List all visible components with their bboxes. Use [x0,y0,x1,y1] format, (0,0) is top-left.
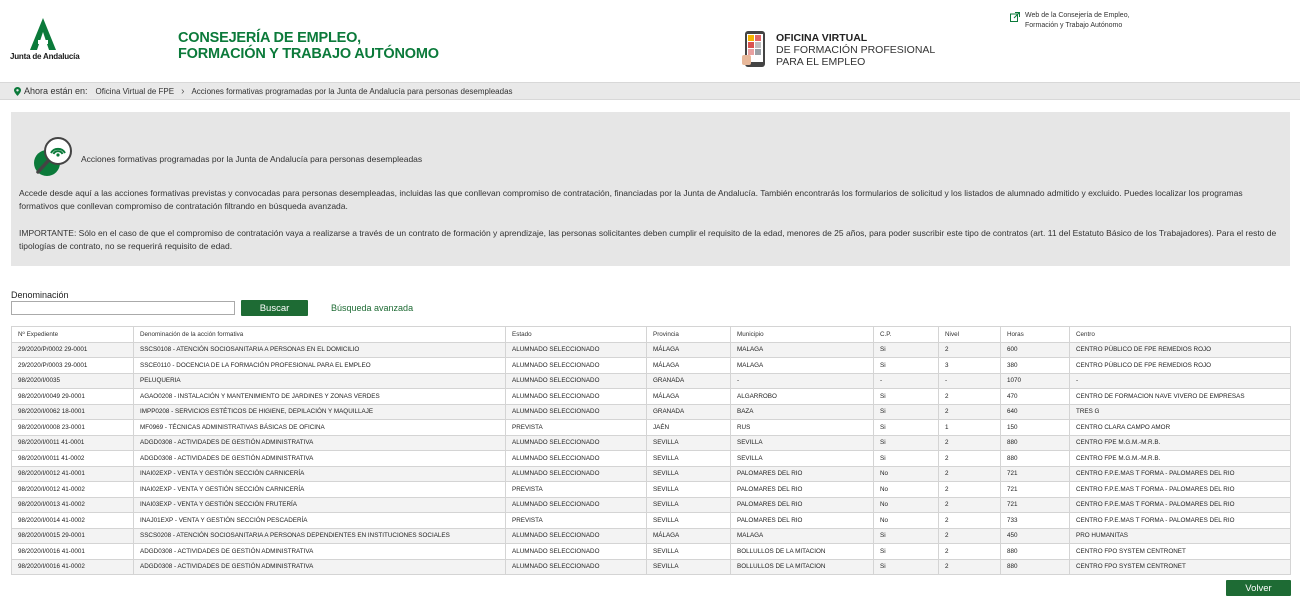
cell-cp: - [874,373,939,389]
cell-provincia: GRANADA [647,404,731,420]
cell-municipio: BOLLULLOS DE LA MITACION [731,559,874,575]
cell-nivel: 2 [939,466,1001,482]
col-centro: Centro [1070,327,1291,343]
cell-expediente: 98/2020/I/0049 29-0001 [12,389,134,405]
cell-municipio: BAZA [731,404,874,420]
cell-centro: CENTRO PÚBLICO DE FPE REMEDIOS ROJO [1070,342,1291,358]
cell-municipio: SEVILLA [731,435,874,451]
cell-expediente: 98/2020/I/0011 41-0002 [12,451,134,467]
cell-horas: 470 [1001,389,1070,405]
consejeria-line-2: FORMACIÓN Y TRABAJO AUTÓNOMO [178,46,439,62]
info-panel [11,112,1290,266]
breadcrumb-item-current: Acciones formativas programadas por la Junta de Andalucía para personas desempleadas [191,86,513,96]
cell-horas: 721 [1001,482,1070,498]
col-cp: C.P. [874,327,939,343]
cell-provincia: SEVILLA [647,497,731,513]
cell-nivel: 1 [939,420,1001,436]
consejeria-title[interactable] [178,30,439,62]
cell-estado: ALUMNADO SELECCIONADO [506,342,647,358]
cell-cp: Si [874,559,939,575]
cell-centro: CENTRO FPO SYSTEM CENTRONET [1070,544,1291,560]
cell-cp: Si [874,435,939,451]
cell-municipio: PALOMARES DEL RIO [731,482,874,498]
acciones-formativas-table [11,326,1291,575]
cell-municipio: PALOMARES DEL RIO [731,466,874,482]
cell-centro: CENTRO F.P.E.MAS T FORMA - PALOMARES DEL RIO [1070,482,1291,498]
cell-nivel: - [939,373,1001,389]
cell-cp: Si [874,528,939,544]
cell-horas: 150 [1001,420,1070,436]
table-row[interactable] [12,420,1291,436]
cell-centro: PRO HUMANITAS [1070,528,1291,544]
breadcrumb [0,82,1300,100]
buscar-button[interactable]: Buscar [241,300,308,316]
cell-centro: CENTRO PÚBLICO DE FPE REMEDIOS ROJO [1070,358,1291,374]
cell-expediente: 98/2020/I/0016 41-0002 [12,559,134,575]
cell-expediente: 98/2020/I/0012 41-0002 [12,482,134,498]
cell-estado: ALUMNADO SELECCIONADO [506,404,647,420]
col-denominacion: Denominación de la acción formativa [134,327,506,343]
cell-denominacion[interactable]: ADGD0308 - ACTIVIDADES DE GESTIÓN ADMINISTRATIVA [134,435,506,451]
cell-nivel: 3 [939,358,1001,374]
cell-horas: 721 [1001,497,1070,513]
junta-andalucia-logo[interactable] [10,18,80,64]
cell-estado: ALUMNADO SELECCIONADO [506,435,647,451]
cell-cp: Si [874,544,939,560]
cell-nivel: 2 [939,544,1001,560]
col-municipio: Municipio [731,327,874,343]
cell-centro: CENTRO CLARA CAMPO AMOR [1070,420,1291,436]
cell-municipio: SEVILLA [731,451,874,467]
col-estado: Estado [506,327,647,343]
ov-line-3: PARA EL EMPLEO [776,56,866,68]
cell-municipio: MALAGA [731,358,874,374]
cell-expediente: 98/2020/I/0011 41-0001 [12,435,134,451]
oficina-virtual-title[interactable] [776,32,935,68]
cell-nivel: 2 [939,435,1001,451]
cell-provincia: SEVILLA [647,559,731,575]
table-header-row [12,327,1291,343]
cell-cp: No [874,482,939,498]
cell-denominacion[interactable]: SSCE0110 - DOCENCIA DE LA FORMACIÓN PROFESIONAL PARA EL EMPLEO [134,358,506,374]
cell-provincia: SEVILLA [647,435,731,451]
ext-link-line-1: Web de la Consejería de Empleo, [1025,12,1130,19]
cell-municipio: BOLLULLOS DE LA MITACION [731,544,874,560]
cell-estado: ALUMNADO SELECCIONADO [506,358,647,374]
volver-button[interactable]: Volver [1226,580,1291,596]
table-row[interactable] [12,513,1291,529]
cell-denominacion[interactable]: SSCS0108 - ATENCIÓN SOCIOSANITARIA A PERSONAS EN EL DOMICILIO [134,342,506,358]
cell-centro: CENTRO DE FORMACION NAVE VIVERO DE EMPRESAS [1070,389,1291,405]
cell-expediente: 98/2020/I/0015 29-0001 [12,528,134,544]
cell-nivel: 2 [939,559,1001,575]
cell-denominacion[interactable]: PELUQUERIA [134,373,506,389]
cell-horas: 880 [1001,451,1070,467]
cell-expediente: 98/2020/I/0062 18-0001 [12,404,134,420]
cell-horas: 1070 [1001,373,1070,389]
breadcrumb-label: Ahora están en: [24,86,88,96]
cell-denominacion[interactable]: INAI02EXP - VENTA Y GESTIÓN SECCIÓN CARNICERÍA [134,482,506,498]
cell-expediente: 98/2020/I/0012 41-0001 [12,466,134,482]
cell-expediente: 98/2020/I/0013 41-0002 [12,497,134,513]
cell-denominacion[interactable]: INAI03EXP - VENTA Y GESTIÓN SECCIÓN FRUTERÍA [134,497,506,513]
external-link-icon [1010,12,1020,22]
junta-logo-text: Junta de Andalucía [10,52,80,61]
table-row[interactable] [12,389,1291,405]
cell-denominacion[interactable]: ADGD0308 - ACTIVIDADES DE GESTIÓN ADMINISTRATIVA [134,451,506,467]
cell-expediente: 98/2020/I/0035 [12,373,134,389]
cell-centro: CENTRO FPE M.G.M.-M.R.B. [1070,451,1291,467]
cell-estado: ALUMNADO SELECCIONADO [506,528,647,544]
ov-line-1: OFICINA VIRTUAL [776,32,868,44]
cell-cp: No [874,497,939,513]
cell-centro: CENTRO F.P.E.MAS T FORMA - PALOMARES DEL RIO [1070,513,1291,529]
table-row[interactable] [12,435,1291,451]
cell-denominacion[interactable]: INAJ01EXP - VENTA Y GESTIÓN SECCIÓN PESCADERÍA [134,513,506,529]
cell-denominacion[interactable]: MF0969 - TÉCNICAS ADMINISTRATIVAS BÁSICAS DE OFICINA [134,420,506,436]
table-row[interactable] [12,482,1291,498]
cell-horas: 600 [1001,342,1070,358]
cell-nivel: 2 [939,451,1001,467]
cell-estado: ALUMNADO SELECCIONADO [506,497,647,513]
consejeria-web-link[interactable] [1010,11,1145,31]
table-row[interactable] [12,466,1291,482]
cell-nivel: 2 [939,342,1001,358]
cell-cp: Si [874,404,939,420]
cell-horas: 380 [1001,358,1070,374]
cell-estado: PREVISTA [506,482,647,498]
cell-horas: 640 [1001,404,1070,420]
table-row[interactable] [12,373,1291,389]
table-row[interactable] [12,342,1291,358]
cell-estado: ALUMNADO SELECCIONADO [506,544,647,560]
table-row[interactable] [12,451,1291,467]
table-row[interactable] [12,528,1291,544]
cell-nivel: 2 [939,497,1001,513]
table-body [12,342,1291,575]
consejeria-line-1: CONSEJERÍA DE EMPLEO, [178,30,361,46]
cell-provincia: MÁLAGA [647,389,731,405]
busqueda-avanzada-link[interactable]: Búsqueda avanzada [331,303,414,313]
cell-provincia: MÁLAGA [647,358,731,374]
cell-provincia: MÁLAGA [647,342,731,358]
junta-logo-icon [30,18,56,50]
col-expediente: Nº Expediente [12,327,134,343]
cell-provincia: MÁLAGA [647,528,731,544]
cell-nivel: 2 [939,528,1001,544]
breadcrumb-item-oficina-virtual[interactable]: Oficina Virtual de FPE [95,86,175,96]
cell-centro: CENTRO F.P.E.MAS T FORMA - PALOMARES DEL RIO [1070,466,1291,482]
cell-centro: TRES G [1070,404,1291,420]
table-row[interactable] [12,358,1291,374]
oficina-virtual-logo-icon [742,31,768,67]
cell-horas: 450 [1001,528,1070,544]
info-description: Accede desde aquí a las acciones formativas previstas y convocadas para personas desempleadas, incluidas las que conllevan compromiso de contratación, financiadas por la Junta de Andalucía. También encontrarás los formularios de solicitud y los listados de alumnado admitido y excluido. Puedes localizar los programas formativos que conllevan compromiso de contratación filtrando en búsqueda avanzada. [19,188,1243,211]
cell-provincia: SEVILLA [647,513,731,529]
cell-municipio: ALGARROBO [731,389,874,405]
denominacion-label: Denominación [11,290,69,300]
location-pin-icon [14,87,21,96]
cell-cp: Si [874,451,939,467]
chevron-right-icon: › [181,85,185,97]
cell-provincia: SEVILLA [647,466,731,482]
denominacion-input[interactable] [11,301,235,315]
cell-estado: PREVISTA [506,420,647,436]
cell-horas: 733 [1001,513,1070,529]
cell-cp: No [874,466,939,482]
cell-expediente: 29/2020/P/0002 29-0001 [12,342,134,358]
page-header [0,0,1300,82]
ov-line-2: DE FORMACIÓN PROFESIONAL [776,44,936,56]
info-important-note: IMPORTANTE: Sólo en el caso de que el compromiso de contratación vaya a realizarse a través de un contrato de formación y aprendizaje, las personas solicitantes deben cumplir el requisito de la edad, menores de 25 años, para poder suscribir este tipo de contratos (art. 11 del Estatuto Básico de los Trabajadores). Para el resto de tipologías de contrato, no se requerirá requisito de edad. [19,228,1277,251]
cell-denominacion[interactable]: INAI02EXP - VENTA Y GESTIÓN SECCIÓN CARNICERÍA [134,466,506,482]
cell-centro: CENTRO FPE M.G.M.-M.R.B. [1070,435,1291,451]
cell-estado: ALUMNADO SELECCIONADO [506,559,647,575]
cell-provincia: GRANADA [647,373,731,389]
cell-municipio: PALOMARES DEL RIO [731,513,874,529]
cell-provincia: SEVILLA [647,451,731,467]
cell-horas: 880 [1001,544,1070,560]
cell-nivel: 2 [939,482,1001,498]
cell-denominacion[interactable]: AGAO0208 - INSTALACIÓN Y MANTENIMIENTO DE JARDINES Y ZONAS VERDES [134,389,506,405]
cell-municipio: RUS [731,420,874,436]
cell-nivel: 2 [939,389,1001,405]
cell-municipio: MALAGA [731,342,874,358]
col-nivel: Nivel [939,327,1001,343]
cell-estado: ALUMNADO SELECCIONADO [506,389,647,405]
cell-expediente: 98/2020/I/0008 23-0001 [12,420,134,436]
table-row[interactable] [12,559,1291,575]
cell-cp: Si [874,420,939,436]
cell-estado: PREVISTA [506,513,647,529]
cell-denominacion[interactable]: ADGD0308 - ACTIVIDADES DE GESTIÓN ADMINISTRATIVA [134,559,506,575]
cell-provincia: JAÉN [647,420,731,436]
cell-centro: - [1070,373,1291,389]
cell-nivel: 2 [939,513,1001,529]
cell-horas: 721 [1001,466,1070,482]
cell-provincia: SEVILLA [647,482,731,498]
cell-estado: ALUMNADO SELECCIONADO [506,451,647,467]
cell-cp: Si [874,389,939,405]
cell-nivel: 2 [939,404,1001,420]
cell-denominacion[interactable]: ADGD0308 - ACTIVIDADES DE GESTIÓN ADMINISTRATIVA [134,544,506,560]
col-horas: Horas [1001,327,1070,343]
cell-centro: CENTRO FPO SYSTEM CENTRONET [1070,559,1291,575]
cell-horas: 880 [1001,435,1070,451]
cell-estado: ALUMNADO SELECCIONADO [506,466,647,482]
ext-link-line-2: Formación y Trabajo Autónomo [1025,22,1123,29]
cell-estado: ALUMNADO SELECCIONADO [506,373,647,389]
table-row[interactable] [12,497,1291,513]
cell-denominacion[interactable]: SSCS0208 - ATENCIÓN SOCIOSANITARIA A PERSONAS DEPENDIENTES EN INSTITUCIONES SOCIALES [134,528,506,544]
cell-horas: 880 [1001,559,1070,575]
cell-cp: Si [874,342,939,358]
cell-cp: No [874,513,939,529]
cell-provincia: SEVILLA [647,544,731,560]
info-title: Acciones formativas programadas por la Junta de Andalucía para personas desempleadas [81,154,423,164]
table-row[interactable] [12,404,1291,420]
cell-municipio: MALAGA [731,528,874,544]
col-provincia: Provincia [647,327,731,343]
search-course-icon [33,135,75,177]
cell-municipio: - [731,373,874,389]
cell-denominacion[interactable]: IMPP0208 - SERVICIOS ESTÉTICOS DE HIGIENE, DEPILACIÓN Y MAQUILLAJE [134,404,506,420]
cell-centro: CENTRO F.P.E.MAS T FORMA - PALOMARES DEL RIO [1070,497,1291,513]
cell-cp: Si [874,358,939,374]
table-row[interactable] [12,544,1291,560]
cell-expediente: 98/2020/I/0016 41-0001 [12,544,134,560]
cell-expediente: 29/2020/P/0003 29-0001 [12,358,134,374]
cell-municipio: PALOMARES DEL RIO [731,497,874,513]
cell-expediente: 98/2020/I/0014 41-0002 [12,513,134,529]
